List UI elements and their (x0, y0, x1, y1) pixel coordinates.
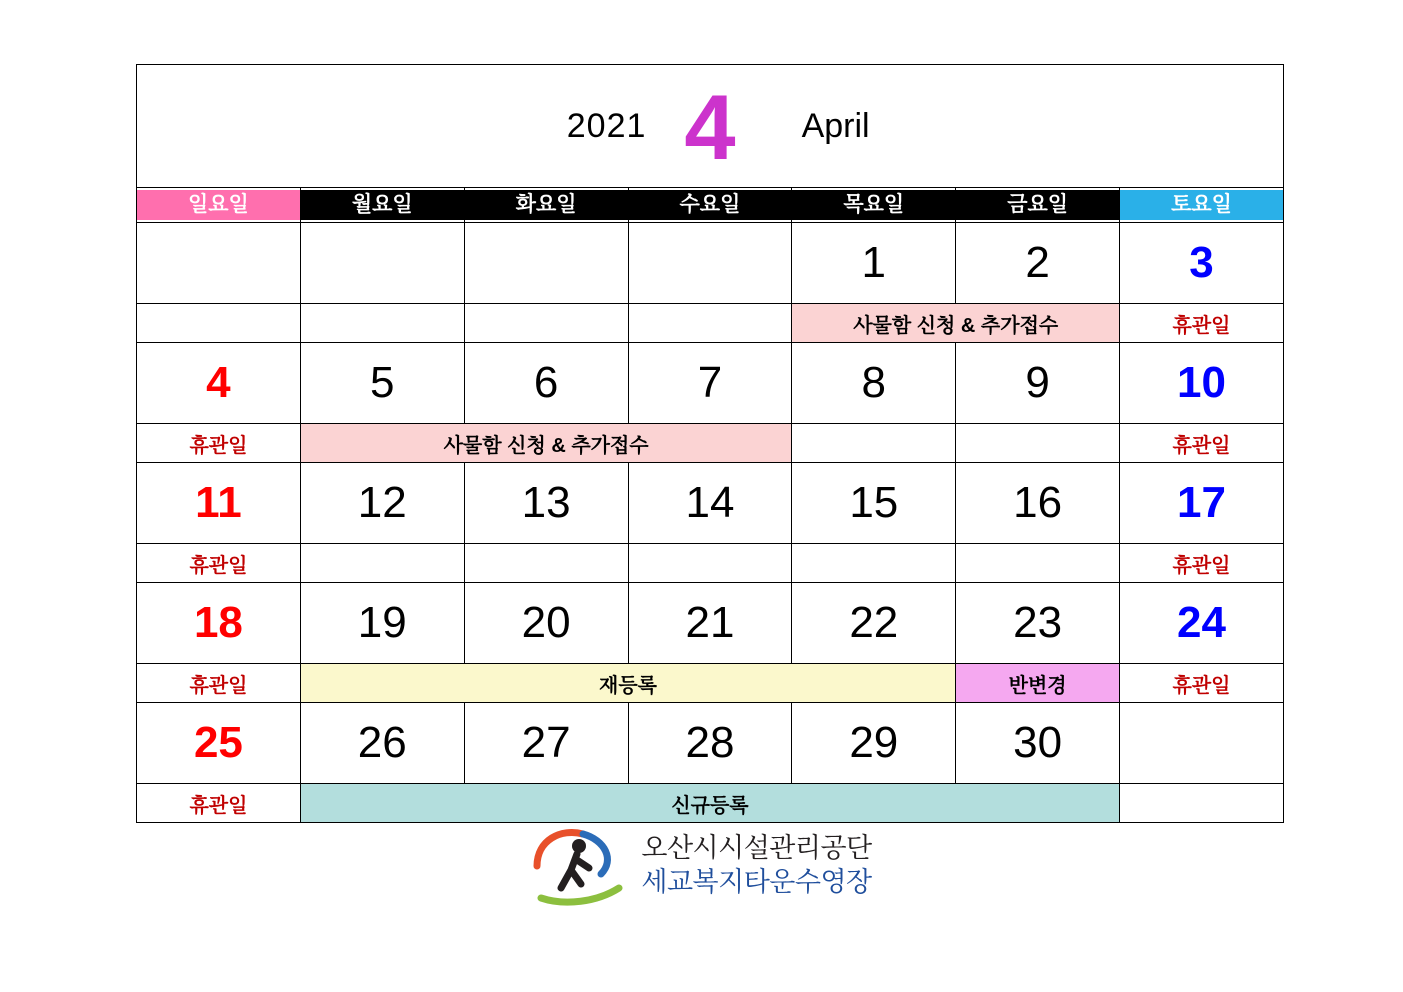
date-cell: 26 (300, 703, 464, 784)
date-cell: 24 (1120, 583, 1284, 664)
weekday-cell-sat (1120, 188, 1284, 223)
event-cell (464, 304, 628, 343)
weekday-label-wednesday: 수요일 (629, 190, 792, 220)
calendar-title (137, 65, 1283, 187)
event-cell-locker-application: 사물함 신청 & 추가접수 (300, 424, 792, 463)
event-cell (956, 424, 1120, 463)
event-cell (300, 544, 464, 583)
date-cell: 10 (1120, 343, 1284, 424)
event-row (137, 784, 1284, 823)
event-row (137, 424, 1284, 463)
calendar-year: 2021 (566, 106, 647, 145)
weekday-cell-sun (137, 188, 301, 223)
weekday-label-tuesday: 화요일 (465, 190, 628, 220)
weekday-cell-thu (792, 188, 956, 223)
event-cell-new-registration: 신규등록 (300, 784, 1119, 823)
event-cell-closed: 휴관일 (137, 424, 301, 463)
organization-name: 오산시시설관리공단 (641, 833, 872, 864)
event-cell-closed: 휴관일 (1120, 424, 1284, 463)
calendar-title-cell (137, 65, 1284, 188)
date-cell: 27 (464, 703, 628, 784)
calendar-month-number: 4 (684, 77, 736, 179)
event-cell-closed: 휴관일 (137, 544, 301, 583)
date-row (137, 463, 1284, 544)
calendar-body (137, 65, 1284, 823)
date-cell: 30 (956, 703, 1120, 784)
event-cell (1120, 784, 1284, 823)
event-cell (137, 304, 301, 343)
weekday-cell-tue (464, 188, 628, 223)
organization-logo-icon (531, 820, 627, 912)
date-cell (137, 223, 301, 304)
date-cell: 14 (628, 463, 792, 544)
date-cell (464, 223, 628, 304)
footer-text-block (641, 832, 871, 900)
event-row (137, 664, 1284, 703)
date-cell: 2 (956, 223, 1120, 304)
weekday-label-friday: 금요일 (956, 190, 1119, 220)
weekday-label-sunday: 일요일 (137, 190, 300, 220)
date-cell: 3 (1120, 223, 1284, 304)
event-cell (628, 304, 792, 343)
date-cell: 6 (464, 343, 628, 424)
date-cell: 22 (792, 583, 956, 664)
weekday-header-row (137, 188, 1284, 223)
weekday-label-monday: 월요일 (301, 190, 464, 220)
calendar-title-row (137, 65, 1284, 188)
event-cell-closed: 휴관일 (1120, 304, 1284, 343)
date-cell: 17 (1120, 463, 1284, 544)
date-cell: 28 (628, 703, 792, 784)
event-cell (628, 544, 792, 583)
event-cell (792, 544, 956, 583)
calendar-container (136, 64, 1284, 823)
date-cell: 1 (792, 223, 956, 304)
branch-name: 세교복지타운수영장 (641, 867, 872, 897)
date-cell: 12 (300, 463, 464, 544)
event-cell-reregistration: 재등록 (300, 664, 955, 703)
date-cell: 8 (792, 343, 956, 424)
date-cell: 18 (137, 583, 301, 664)
date-cell: 16 (956, 463, 1120, 544)
event-cell (464, 544, 628, 583)
date-cell: 20 (464, 583, 628, 664)
event-cell-class-change: 반변경 (956, 664, 1120, 703)
event-cell-locker-application: 사물함 신청 & 추가접수 (792, 304, 1120, 343)
calendar-month-name: April (801, 106, 870, 145)
date-row (137, 343, 1284, 424)
date-cell: 7 (628, 343, 792, 424)
weekday-cell-mon (300, 188, 464, 223)
date-cell: 4 (137, 343, 301, 424)
date-row (137, 583, 1284, 664)
event-cell-closed: 휴관일 (137, 664, 301, 703)
date-cell: 11 (137, 463, 301, 544)
date-cell (1120, 703, 1284, 784)
weekday-cell-fri (956, 188, 1120, 223)
date-cell: 15 (792, 463, 956, 544)
weekday-label-thursday: 목요일 (792, 190, 955, 220)
date-cell: 9 (956, 343, 1120, 424)
date-cell: 13 (464, 463, 628, 544)
calendar-table (136, 64, 1284, 823)
date-cell: 25 (137, 703, 301, 784)
event-cell-closed: 휴관일 (1120, 544, 1284, 583)
weekday-cell-wed (628, 188, 792, 223)
date-cell (628, 223, 792, 304)
event-cell (956, 544, 1120, 583)
date-row (137, 223, 1284, 304)
date-row (137, 703, 1284, 784)
date-cell: 23 (956, 583, 1120, 664)
event-cell-closed: 휴관일 (1120, 664, 1284, 703)
event-cell (792, 424, 956, 463)
weekday-label-saturday: 토요일 (1120, 190, 1283, 220)
date-cell: 21 (628, 583, 792, 664)
date-cell: 5 (300, 343, 464, 424)
event-cell-closed: 휴관일 (137, 784, 301, 823)
date-cell (300, 223, 464, 304)
event-row (137, 304, 1284, 343)
date-cell: 29 (792, 703, 956, 784)
event-row (137, 544, 1284, 583)
event-cell (300, 304, 464, 343)
date-cell: 19 (300, 583, 464, 664)
footer-branding (0, 820, 1403, 912)
